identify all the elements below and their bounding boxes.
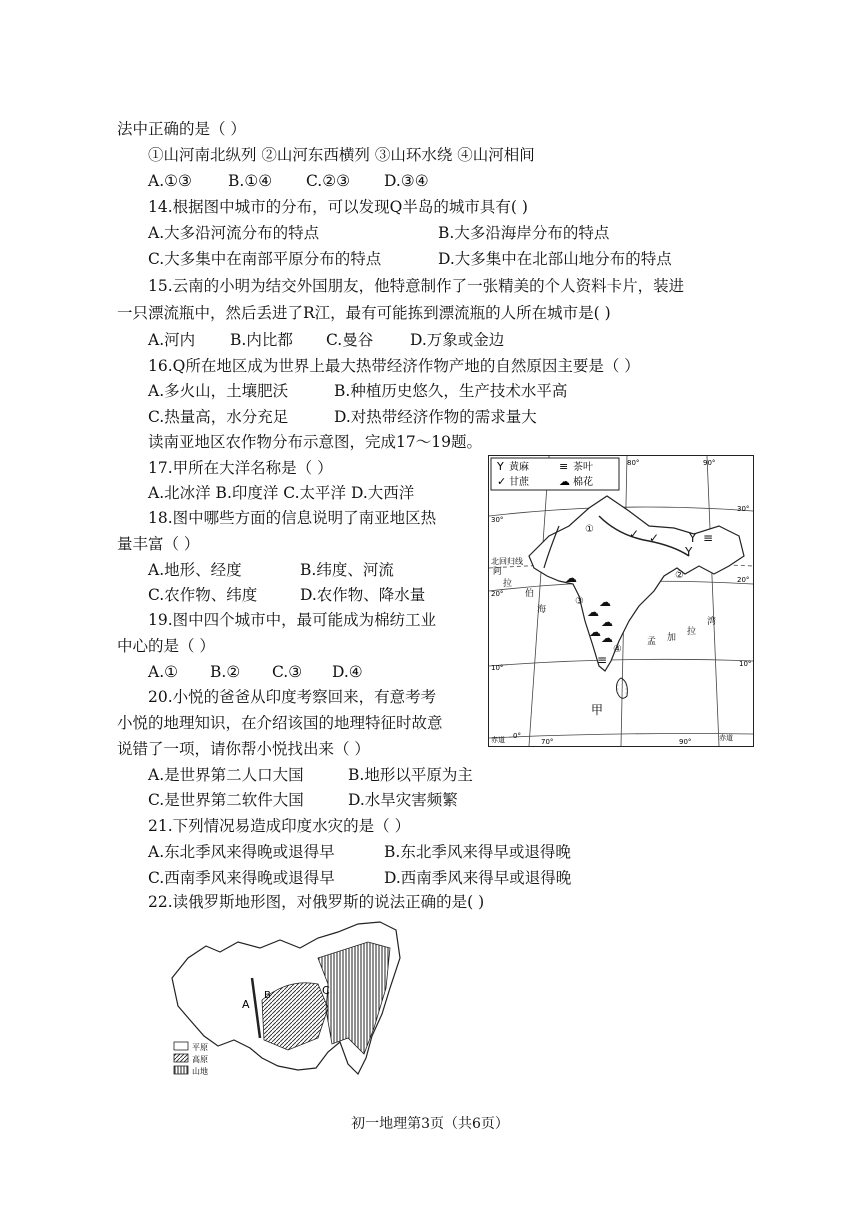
equator-label-right: 赤道	[719, 734, 733, 742]
tea-icon: ≡	[703, 531, 714, 545]
q16-option-d[interactable]: D.对热带经济作物的需求量大	[334, 408, 537, 426]
q20-stem-line2: 小悦的地理知识，在介绍该国的地理特征时故意	[117, 714, 443, 732]
jute-icon: Y	[685, 545, 693, 559]
lat-label-20-right: 20°	[737, 576, 750, 584]
q14-option-d[interactable]: D.大多集中在北部山地分布的特点	[438, 250, 672, 268]
lat-label-10-left: 10°	[491, 664, 504, 672]
q16-option-b[interactable]: B.种植历史悠久，生产技术水平高	[334, 382, 568, 400]
city-2: ②	[675, 570, 684, 581]
mountain-legend-swatch	[174, 1066, 188, 1074]
q21-option-c[interactable]: C.西南季风来得晚或退得早	[148, 869, 335, 887]
legend-plateau: 高原	[192, 1055, 208, 1064]
arabian-sea-char-2: 拉	[503, 579, 513, 589]
q15-option-a[interactable]: A.河内	[148, 331, 196, 349]
city-3: ③	[575, 596, 584, 607]
q14-option-a[interactable]: A.大多沿河流分布的特点	[148, 224, 320, 242]
q18-option-a[interactable]: A.地形、经度	[148, 561, 242, 579]
bay-of-bengal-char-4: 湾	[707, 617, 717, 627]
legend-mountain: 山地	[192, 1067, 208, 1076]
legend-sugarcane: 甘蔗	[509, 477, 529, 488]
lat-label-10-right: 10°	[739, 660, 752, 668]
sugarcane-legend-icon: ✓	[497, 475, 507, 488]
q19-option-c[interactable]: C.③	[272, 663, 303, 681]
tropic-of-cancer-label: 北回归线	[491, 557, 523, 566]
q21-option-a[interactable]: A.东北季风来得晚或退得早	[148, 843, 335, 861]
south-asia-crop-map	[488, 455, 754, 747]
page-footer: 初一地理第3页（共6页）	[351, 1116, 509, 1132]
q14-option-c[interactable]: C.大多集中在南部平原分布的特点	[148, 250, 382, 268]
q17-options[interactable]: A.北冰洋 B.印度洋 C.太平洋 D.大西洋	[148, 484, 415, 502]
sri-lanka-island	[617, 678, 628, 698]
label-c: C	[322, 984, 330, 997]
south-asia-map-graphic	[489, 456, 753, 746]
lon-label-80-top: 80°	[627, 459, 640, 467]
q15-stem-line1: 15.云南的小明为结交外国朋友，他特意制作了一张精美的个人资料卡片，装进	[148, 277, 685, 295]
q17-stem: 17.甲所在大洋名称是（ ）	[148, 459, 333, 477]
q19-stem-line1: 19.图中四个城市中，最可能成为棉纺工业	[148, 611, 437, 629]
q20-stem-line1: 20.小悦的爸爸从印度考察回来，有意考考	[148, 688, 437, 706]
q13-stem-tail: 法中正确的是（ ）	[117, 120, 246, 138]
lon-label-70-bottom: 70°	[541, 738, 554, 746]
legend-tea: 茶叶	[573, 462, 593, 473]
lon-label-90-bottom: 90°	[679, 738, 692, 746]
tea-icon: ≡	[597, 653, 608, 667]
lat-label-0: 0°	[513, 732, 521, 740]
q19-option-d[interactable]: D.④	[332, 663, 363, 681]
q20-option-b[interactable]: B.地形以平原为主	[348, 766, 473, 784]
q15-option-b[interactable]: B.内比都	[230, 331, 293, 349]
q20-option-a[interactable]: A.是世界第二人口大国	[148, 766, 304, 784]
q19-option-b[interactable]: B.②	[210, 663, 241, 681]
q21-stem: 21.下列情况易造成印度水灾的是（ ）	[148, 817, 411, 835]
q13-option-a[interactable]: A.①③	[148, 172, 192, 190]
tea-legend-icon: ≡	[559, 460, 569, 473]
india-coastline	[529, 496, 744, 671]
cotton-icon: ☁	[601, 615, 613, 629]
q13-option-d[interactable]: D.③④	[384, 172, 429, 190]
q18-option-d[interactable]: D.农作物、降水量	[300, 586, 426, 604]
q14-stem: 14.根据图中城市的分布，可以发现Q半岛的城市具有( )	[148, 198, 528, 216]
cotton-icon: ☁	[599, 595, 611, 609]
legend-cotton: 棉花	[573, 477, 593, 488]
section-intro: 读南亚地区农作物分布示意图，完成17～19题。	[148, 433, 482, 451]
label-a: A	[242, 998, 250, 1011]
q21-option-d[interactable]: D.西南季风来得早或退得晚	[384, 869, 572, 887]
q15-option-d[interactable]: D.万象或金边	[410, 331, 505, 349]
arabian-sea-char-4: 海	[537, 605, 547, 615]
sugarcane-icon: ✓	[629, 527, 640, 541]
equator-label-left: 赤道	[491, 736, 505, 744]
sugarcane-icon: ✓	[649, 531, 660, 545]
lat-label-20-left: 20°	[491, 590, 504, 598]
legend-jute: 黄麻	[509, 462, 529, 473]
arabian-sea-char-3: 伯	[525, 589, 535, 599]
russia-terrain-map	[168, 918, 404, 1082]
q20-stem-line3: 说错了一项，请你帮小悦找出来（ ）	[117, 740, 370, 758]
cotton-icon: ☁	[587, 605, 599, 619]
q18-option-c[interactable]: C.农作物、纬度	[148, 586, 258, 604]
q18-stem-line1: 18.图中哪些方面的信息说明了南亚地区热	[148, 509, 437, 527]
q19-stem-line2: 中心的是（ ）	[117, 637, 215, 655]
q22-stem: 22.读俄罗斯地形图，对俄罗斯的说法正确的是( )	[148, 893, 485, 911]
ocean-jia-label: 甲	[591, 703, 604, 717]
cotton-icon: ☁	[565, 571, 577, 585]
cotton-icon: ☁	[589, 625, 601, 639]
q20-option-c[interactable]: C.是世界第二软件大国	[148, 791, 304, 809]
q13-option-b[interactable]: B.①④	[228, 172, 273, 190]
lat-label-30-right: 30°	[737, 505, 750, 513]
legend-plain: 平原	[192, 1043, 208, 1052]
arabian-sea-char-1: 阿	[493, 567, 503, 577]
q15-option-c[interactable]: C.曼谷	[326, 331, 374, 349]
plateau-legend-swatch	[174, 1054, 188, 1062]
q21-option-b[interactable]: B.东北季风来得早或退得晚	[384, 843, 571, 861]
plain-legend-swatch	[174, 1042, 188, 1050]
q20-option-d[interactable]: D.水旱灾害频繁	[348, 791, 458, 809]
q13-choices: ①山河南北纵列 ②山河东西横列 ③山环水绕 ④山河相间	[148, 146, 535, 164]
city-1: ①	[585, 524, 594, 535]
q13-option-c[interactable]: C.②③	[306, 172, 351, 190]
q18-option-b[interactable]: B.纬度、河流	[300, 561, 394, 579]
q15-stem-line2: 一只漂流瓶中，然后丢进了R江，最有可能拣到漂流瓶的人所在城市是( )	[117, 304, 611, 322]
jute-legend-icon: Y	[497, 460, 504, 473]
city-4: ④	[613, 644, 622, 655]
q14-option-b[interactable]: B.大多沿海岸分布的特点	[438, 224, 610, 242]
bay-of-bengal-char-2: 加	[667, 633, 677, 643]
russia-map-graphic	[168, 918, 404, 1082]
q19-option-a[interactable]: A.①	[148, 663, 179, 681]
bay-of-bengal-char-3: 拉	[687, 627, 697, 637]
q16-stem: 16.Q所在地区成为世界上最大热带经济作物产地的自然原因主要是（ ）	[148, 357, 640, 375]
lat-label-30-left: 30°	[491, 516, 504, 524]
q18-stem-line2: 量丰富（ ）	[117, 535, 200, 553]
bay-of-bengal-char-1: 孟	[647, 637, 657, 647]
cotton-legend-icon: ☁	[559, 475, 570, 488]
jute-icon: Y	[689, 531, 697, 545]
q16-option-a[interactable]: A.多火山，土壤肥沃	[148, 382, 289, 400]
cotton-icon: ☁	[601, 631, 613, 645]
lon-label-90-top: 90°	[703, 459, 716, 467]
q16-option-c[interactable]: C.热量高，水分充足	[148, 408, 289, 426]
label-b: B	[264, 990, 271, 1001]
